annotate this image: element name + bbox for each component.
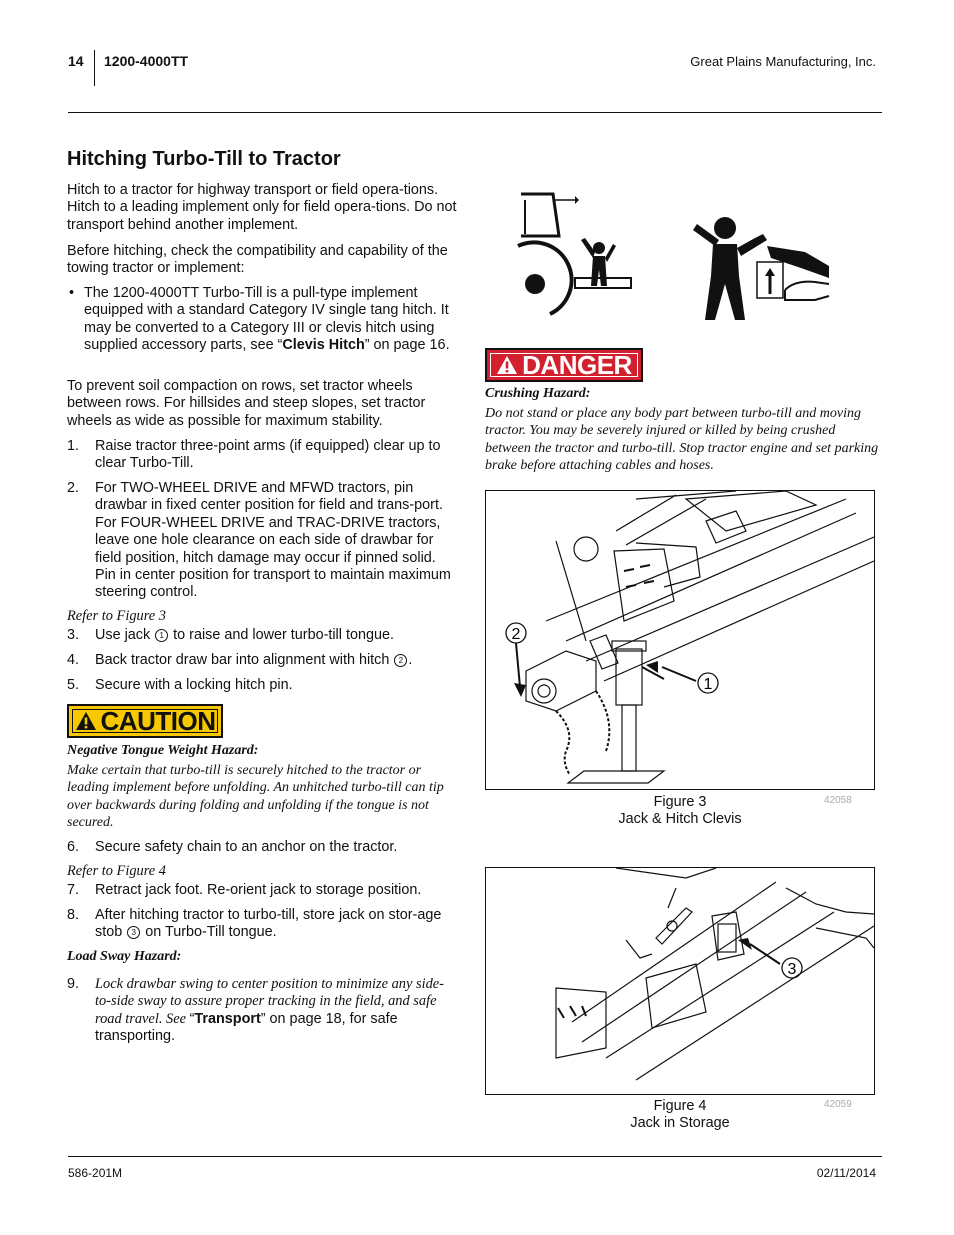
step-3: 3. Use jack 1 to raise and lower turbo-till tongue. bbox=[67, 627, 394, 643]
page-number: 14 bbox=[68, 53, 84, 69]
figure-4-caption: Jack in Storage bbox=[630, 1115, 730, 1131]
step-5: 5. Secure with a locking hitch pin. bbox=[67, 677, 293, 693]
footer-rule bbox=[68, 1156, 882, 1157]
intro-paragraph-1: Hitch to a tractor for highway transport or field opera-tions. Hitch to a leading implement only for field opera-tions. Do not transport behind another implement. bbox=[67, 182, 457, 233]
footer-doc-number: 586-201M bbox=[68, 1166, 123, 1180]
intro-paragraph-2: Before hitching, check the compatibility and capability of the towing tractor or implement: bbox=[67, 243, 448, 277]
step-4: 4. Back tractor draw bar into alignment with hitch 2 . bbox=[67, 652, 413, 668]
callout-1-ref: 1 bbox=[155, 629, 168, 642]
caution-title: Negative Tongue Weight Hazard: bbox=[67, 743, 259, 758]
figure-3-id: 42058 bbox=[824, 795, 852, 806]
caution-label bbox=[67, 704, 223, 738]
step-7: 7. Retract jack foot. Re-orient jack to storage position. bbox=[67, 882, 422, 898]
figure-4-label: Figure 4 bbox=[653, 1098, 707, 1114]
refer-figure-4: Refer to Figure 4 bbox=[67, 863, 166, 879]
danger-word: DANGER bbox=[522, 349, 632, 380]
figure-3-callout-1: 1 bbox=[703, 676, 713, 693]
section-title: Hitching Turbo-Till to Tractor bbox=[67, 148, 341, 170]
bullet-item bbox=[67, 285, 459, 355]
figure-4-callout-3: 3 bbox=[787, 961, 797, 978]
figure-4-id: 42059 bbox=[824, 1099, 852, 1110]
step-8: 8. After hitching tractor to turbo-till, store jack on stor-age stob 3 on Turbo-Till tongue. bbox=[67, 907, 442, 941]
danger-title: Crushing Hazard: bbox=[485, 386, 591, 401]
callout-3-ref: 3 bbox=[127, 926, 140, 939]
soil-paragraph: To prevent soil compaction on rows, set tractor wheels between rows. For hillsides and steep slopes, set tractor wheels as wide as possible for maximum stability. bbox=[67, 378, 426, 429]
figure-3-caption: Jack & Hitch Clevis bbox=[618, 811, 742, 827]
load-sway-title: Load Sway Hazard: bbox=[67, 949, 182, 964]
danger-label bbox=[485, 348, 643, 382]
header-rule bbox=[68, 112, 882, 113]
figure-3-label: Figure 3 bbox=[653, 794, 707, 810]
bullet-text: The 1200-4000TT Turbo-Till is a pull-type implement equipped with a standard Category IV single tang hitch. It may be converted to a Category III or clevis hitch using supplied accessory parts, see “Clevis Hitch” on page 16. bbox=[84, 285, 450, 354]
caution-word: CAUTION bbox=[100, 705, 216, 736]
step-6: 6. Secure safety chain to an anchor on the tractor. bbox=[67, 839, 398, 855]
step-9: 9. Lock drawbar swing to center position to minimize any side-to-side sway to assure proper tracking in the field, and safe road travel. See “Transport” on page 18, for safe transporting. bbox=[67, 976, 444, 1045]
figure-3-frame bbox=[485, 490, 875, 790]
footer-date: 02/11/2014 bbox=[816, 1166, 876, 1180]
danger-body: Do not stand or place any body part between turbo-till and moving tractor. You may be severely injured or killed by being crushed between the tractor and turbo-till. Stop tractor engine and set parking brake before attaching cables and hoses. bbox=[485, 406, 879, 474]
bullet-marker: • bbox=[69, 285, 75, 301]
callout-2-ref: 2 bbox=[394, 654, 407, 667]
warning-triangle-icon bbox=[496, 355, 518, 375]
crushing-hazard-pictogram bbox=[515, 186, 835, 326]
step-1: 1. Raise tractor three-point arms (if equipped) clear up to clear Turbo-Till. bbox=[67, 438, 441, 472]
warning-triangle-icon bbox=[75, 711, 97, 731]
refer-figure-3: Refer to Figure 3 bbox=[67, 608, 166, 624]
header-company: Great Plains Manufacturing, Inc. bbox=[690, 54, 876, 69]
figure-4-illustration bbox=[486, 868, 874, 1094]
caution-body: Make certain that turbo-till is securely hitched to the tractor or leading implement before unfolding. An unhitched turbo-till can tip over backwards during folding and unfolding if the tongue is not secured. bbox=[67, 763, 444, 831]
header-divider bbox=[94, 50, 95, 86]
link-clevis-hitch[interactable]: Clevis Hitch bbox=[282, 337, 365, 354]
link-transport[interactable]: Transport bbox=[194, 1010, 261, 1027]
figure-3-illustration bbox=[486, 491, 874, 789]
header-model: 1200-4000TT bbox=[104, 53, 189, 69]
figure-3-callout-2: 2 bbox=[511, 626, 521, 643]
figure-4-frame bbox=[485, 867, 875, 1095]
step-2: 2. For TWO-WHEEL DRIVE and MFWD tractors, pin drawbar in fixed center position for field and trans-port. For FOUR-WHEEL DRIVE and TRAC-DRIVE tractors, leave one hole clearance on each side of drawbar for field position, hitch damage may occur if pinned solid. Pin in center position for transport to maintain maximum steering control. bbox=[67, 480, 451, 601]
